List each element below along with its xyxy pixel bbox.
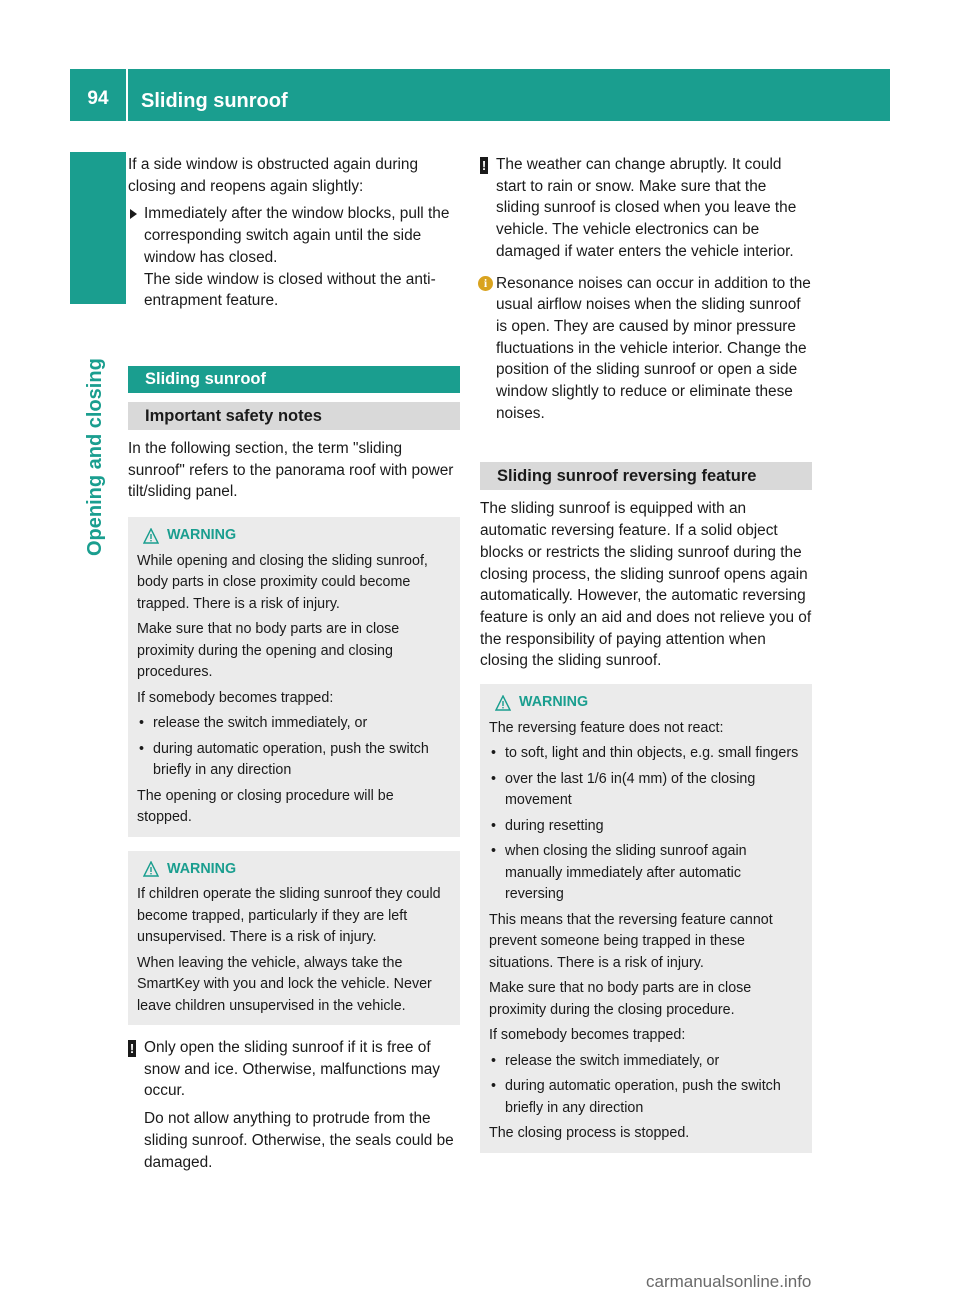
section-paragraph: In the following section, the term "sliding sunroof" refers to the panorama roof with power tilt/sliding panel. bbox=[128, 439, 454, 501]
warning-label: WARNING bbox=[167, 527, 237, 544]
section-heading: Sliding sunroof bbox=[128, 366, 460, 393]
info-note bbox=[480, 273, 812, 425]
watermark: carmanualsonline.info bbox=[646, 1272, 812, 1291]
info-icon: i bbox=[478, 276, 493, 291]
subsection-heading: Important safety notes bbox=[128, 402, 460, 430]
info-text: Resonance noises can occur in addition to the usual airflow noises when the sliding sunroof is open. They are caused by minor pressure fluctuations in the vehicle interior. Change the position of the sliding sunroof or open a side window slightly to reduce or eliminate these noises. bbox=[496, 274, 811, 422]
list-item: • during automatic operation, push the switch briefly in any direction bbox=[489, 1076, 803, 1119]
list-item: • during resetting bbox=[489, 816, 803, 838]
page-title: Sliding sunroof bbox=[141, 90, 288, 112]
list-item: • when closing the sliding sunroof again manually immediately after automatic reversing bbox=[489, 841, 803, 906]
warning-text: If somebody becomes trapped: bbox=[489, 1027, 686, 1044]
note-text: Only open the sliding sunroof if it is free of snow and ice. Otherwise, malfunctions may occur. bbox=[144, 1039, 440, 1100]
exclamation-icon: ! bbox=[129, 1041, 135, 1057]
warning-text: The closing process is stopped. bbox=[489, 1125, 690, 1142]
warning-text: If children operate the sliding sunroof they could become trapped, particularly if they are left unsupervised. There is a risk of injury. bbox=[137, 886, 441, 946]
step-result: The side window is closed without the anti-entrapment feature. bbox=[144, 270, 436, 310]
list-item: • to soft, light and thin objects, e.g. small fingers bbox=[489, 743, 803, 765]
warning-heading bbox=[137, 859, 451, 881]
list-item: • during automatic operation, push the switch briefly in any direction bbox=[137, 739, 451, 782]
caution-note bbox=[128, 1037, 460, 1173]
caution-note bbox=[480, 154, 812, 263]
warning-box-3 bbox=[480, 684, 812, 1153]
subsection-heading: Sliding sunroof reversing feature bbox=[480, 462, 812, 490]
warning-triangle-icon bbox=[143, 861, 159, 877]
warning-text: When leaving the vehicle, always take the SmartKey with you and lock the vehicle. Never leave children unsupervised in the vehicle. bbox=[137, 954, 432, 1014]
warning-text: If somebody becomes trapped: bbox=[137, 689, 334, 706]
list-item: • over the last 1/6 in(4 mm) of the closing movement bbox=[489, 769, 803, 812]
page-number: 94 bbox=[87, 88, 109, 109]
warning-label: WARNING bbox=[519, 694, 589, 711]
warning-box-2 bbox=[128, 851, 460, 1026]
warning-triangle-icon bbox=[495, 695, 511, 711]
warning-text: This means that the reversing feature cannot prevent someone being trapped in these situations. There is a risk of injury. bbox=[489, 911, 773, 971]
warning-text: Make sure that no body parts are in close proximity during the closing procedure. bbox=[489, 980, 752, 1018]
note-text: Do not allow anything to protrude from the sliding sunroof. Otherwise, the seals could be damaged. bbox=[144, 1110, 454, 1171]
warning-triangle-icon bbox=[143, 528, 159, 544]
warning-text: Make sure that no body parts are in close proximity during the opening and closing procedures. bbox=[137, 621, 400, 681]
warning-heading bbox=[137, 525, 451, 547]
warning-label: WARNING bbox=[167, 860, 237, 877]
side-tab-block bbox=[70, 152, 126, 304]
warning-box-1 bbox=[128, 517, 460, 837]
warning-text: The reversing feature does not react: bbox=[489, 719, 724, 736]
list-item: • release the switch immediately, or bbox=[489, 1051, 803, 1073]
intro-text: If a side window is obstructed again during closing and reopens again slightly: bbox=[128, 156, 419, 195]
instruction-step bbox=[128, 203, 460, 312]
warning-text: The opening or closing procedure will be stopped. bbox=[137, 787, 394, 826]
left-column bbox=[128, 154, 460, 1173]
side-tab-label: Opening and closing bbox=[84, 358, 106, 556]
header-divider bbox=[126, 69, 128, 121]
section-paragraph: The sliding sunroof is equipped with an automatic reversing feature. If a solid object blocks or restricts the sliding sunroof during the closing process, the sliding sunroof opens again automatically. However, the automatic reversing feature is only an aid and does not relieve you of the responsibility of paying attention when closing the sliding sunroof. bbox=[480, 500, 812, 670]
warning-heading bbox=[489, 692, 803, 714]
warning-text: While opening and closing the sliding sunroof, body parts in close proximity could become trapped. There is a risk of injury. bbox=[137, 552, 428, 612]
step-arrow-icon bbox=[130, 209, 137, 219]
step-text: Immediately after the window blocks, pull the corresponding switch again until the side window has closed. bbox=[144, 205, 450, 266]
list-item: • release the switch immediately, or bbox=[137, 713, 451, 735]
exclamation-icon: ! bbox=[481, 158, 487, 173]
note-text: The weather can change abruptly. It could start to rain or snow. Make sure that the sliding sunroof is closed when you leave the vehicle. The vehicle electronics can be damaged if water enters the vehicle interior. bbox=[496, 156, 797, 260]
right-column bbox=[480, 154, 812, 1153]
